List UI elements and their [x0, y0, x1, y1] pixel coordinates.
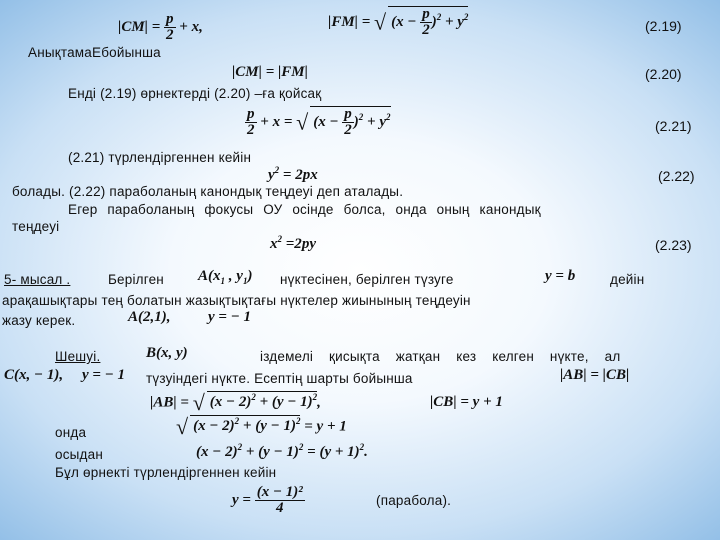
- final-formula: y = $\frac{\text{(x − 1)²}}{4}$: [232, 484, 303, 516]
- solution-line1-text: іздемелі қисықта жатқан кез келген нүкте, ал: [260, 349, 621, 364]
- canonical-text: болады. (2.22) параболаның канондық теңдеуі деп аталады.: [12, 184, 404, 199]
- focus-text: Егер параболаның фокусы ОУ осінде болса, онда оның канондық: [68, 202, 541, 217]
- example-line-y-b: y = b: [545, 268, 576, 284]
- transform-text: (2.21) түрлендіргеннен кейін: [68, 150, 252, 165]
- example-line2-text: арақашықтары тең болатын жазықтықтағы нүктелер жиынының теңдеуін: [2, 293, 471, 308]
- solution-cb-formula: |CB| = y + 1: [430, 394, 503, 410]
- formula-2-22: $y^2 = 2px$: [268, 165, 318, 183]
- solution-line2-text: түзуіндегі нүкте. Есептің шарты бойынша: [146, 371, 413, 386]
- formula-fm-distance: |FM| = √ (x − $\frac{p}{2}$ )$^2 + y^2$: [328, 6, 469, 38]
- solution-ab-formula: |AB| = √ $(x - 2)^2 + (y - 1)^2$,: [150, 390, 321, 415]
- final-note: (парабола).: [376, 493, 452, 508]
- solution-label: Шешуі.: [55, 349, 101, 364]
- example-given-word: Берілген: [108, 272, 164, 287]
- equation-number-2-22: (2.22): [658, 168, 695, 184]
- example-line1-text: нүктесінен, берілген түзуге: [280, 272, 454, 287]
- osydan-word: осыдан: [55, 447, 104, 462]
- onda-formula: √ $(x - 2)^2 + (y - 1)^2 = y + 1$: [176, 414, 347, 439]
- equation-number-2-21: (2.21): [655, 118, 692, 134]
- example-point-a: $A(x_1$ , $y_1$): [198, 268, 253, 286]
- definition-text: АнықтамаEбойынша: [28, 45, 161, 60]
- substitution-text: Енді (2.19) өрнектерді (2.20) –ға қойсақ: [68, 86, 322, 101]
- solution-line: y = − 1: [82, 367, 126, 383]
- solution-point-b: B(x, y): [146, 345, 188, 361]
- example-given-line: y = − 1: [208, 309, 252, 325]
- example-line1-end: дейін: [610, 272, 645, 287]
- formula-cm-distance: |CM| = $\frac{p}{2}$ + x,: [118, 11, 203, 43]
- equation-number-2-19: (2.19): [645, 18, 682, 34]
- osydan-formula: $(x - 2)^2 + (y - 1)^2 = (y + 1)^2$.: [196, 442, 368, 460]
- solution-point-c: C(x, − 1),: [4, 367, 64, 383]
- example-label: 5- мысал .: [4, 272, 71, 287]
- final-transform-text: Бұл өрнекті түрлендіргеннен кейін: [55, 465, 277, 480]
- formula-2-23: $x^2 =2py$: [270, 234, 316, 252]
- formula-2-21: $\frac{p}{2}$ + x = √ (x − $\frac{p}{2}$ )$^2 + y^2$: [247, 106, 391, 138]
- equation-number-2-20: (2.20): [645, 66, 682, 82]
- formula-cm-equals-fm: |CM| = |FM|: [232, 64, 308, 80]
- example-given-point: A(2,1),: [128, 309, 171, 325]
- onda-word: онда: [55, 425, 87, 440]
- example-line3-text: жазу керек.: [2, 313, 76, 328]
- equation-number-2-23: (2.23): [655, 237, 692, 253]
- equation-word: теңдеуі: [12, 219, 60, 234]
- solution-ab-equals-cb: |AB| = |CB|: [560, 367, 630, 383]
